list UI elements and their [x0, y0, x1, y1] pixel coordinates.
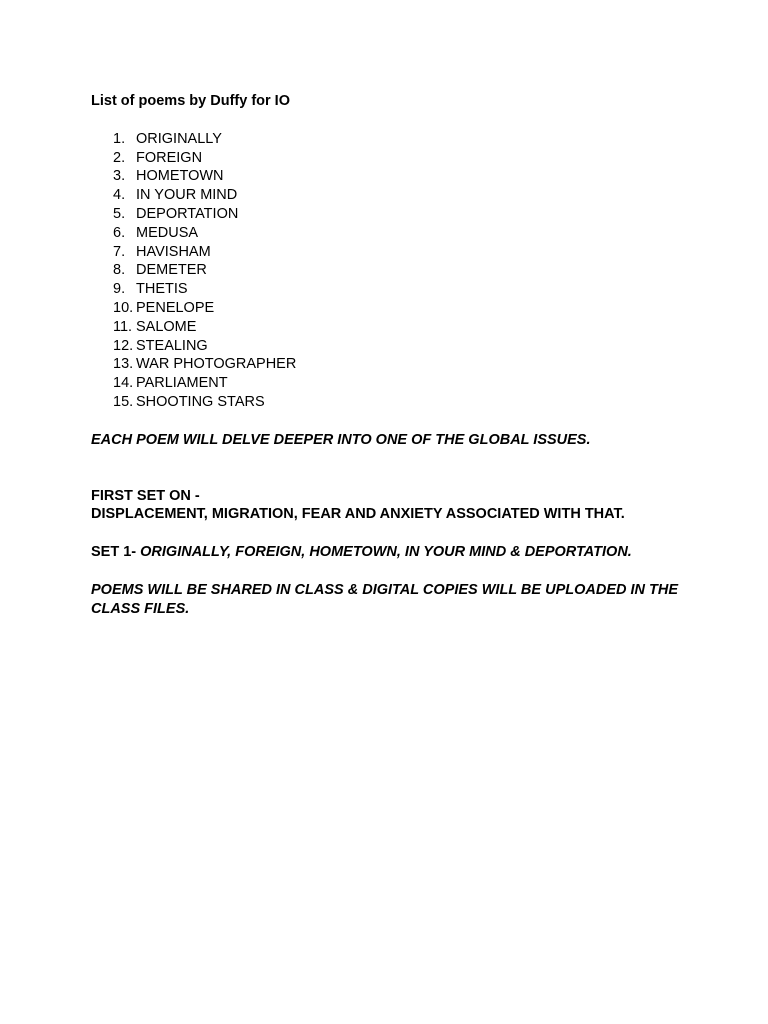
list-item-number: 14. [113, 375, 134, 392]
list-item-text: PARLIAMENT [136, 375, 228, 392]
list-item-text: PENELOPE [136, 299, 215, 316]
poem-list [91, 130, 691, 412]
list-item [91, 393, 691, 412]
list-item-number: 13. [113, 356, 134, 373]
list-item-number: 10. [113, 299, 134, 316]
list-item-text: ORIGINALLY [136, 130, 222, 147]
first-set-heading: FIRST SET ON - [91, 487, 200, 504]
list-item-text: WAR PHOTOGRAPHER [136, 356, 297, 373]
list-item-text: DEMETER [136, 262, 207, 279]
list-item-number: 15. [113, 393, 134, 410]
list-item-number: 5. [113, 205, 126, 222]
list-item-text: IN YOUR MIND [136, 187, 238, 204]
list-item [91, 318, 691, 337]
list-item-text: MEDUSA [136, 224, 199, 241]
list-item-text: THETIS [136, 281, 188, 298]
list-item-text: DEPORTATION [136, 205, 239, 222]
list-item [91, 299, 691, 318]
set1-poems: ORIGINALLY, FOREIGN, HOMETOWN, IN YOUR MIND & DEPORTATION. [140, 544, 632, 561]
document-title: List of poems by Duffy for IO [91, 93, 290, 109]
list-item [91, 355, 691, 374]
list-item-text: HOMETOWN [136, 168, 224, 185]
document-content [91, 92, 691, 619]
global-issues-note: EACH POEM WILL DELVE DEEPER INTO ONE OF THE GLOBAL ISSUES. [91, 431, 591, 448]
list-item [91, 261, 691, 280]
list-item-text: SALOME [136, 318, 197, 335]
list-item [91, 224, 691, 243]
first-set-topics: DISPLACEMENT, MIGRATION, FEAR AND ANXIETY ASSOCIATED WITH THAT. [91, 506, 625, 523]
list-item [91, 186, 691, 205]
list-item-text: HAVISHAM [136, 243, 211, 260]
set1-line [91, 543, 691, 562]
list-item [91, 167, 691, 186]
set1-label: SET 1- [91, 544, 137, 561]
list-item-number: 7. [113, 243, 126, 260]
list-item-number: 3. [113, 168, 126, 185]
list-item-number: 1. [113, 130, 126, 147]
list-item-number: 11. [113, 318, 133, 335]
list-item-number: 8. [113, 262, 126, 279]
list-item-number: 6. [113, 224, 126, 241]
list-item-number: 2. [113, 149, 126, 166]
list-item-number: 4. [113, 187, 126, 204]
list-item [91, 205, 691, 224]
first-set-block [91, 487, 691, 525]
list-item [91, 130, 691, 149]
list-item [91, 374, 691, 393]
list-item [91, 149, 691, 168]
list-item [91, 337, 691, 356]
list-item-number: 9. [113, 281, 126, 298]
list-item-text: FOREIGN [136, 149, 203, 166]
list-item-text: STEALING [136, 337, 208, 354]
list-item [91, 280, 691, 299]
list-item-number: 12. [113, 337, 134, 354]
list-item [91, 243, 691, 262]
sharing-note: POEMS WILL BE SHARED IN CLASS & DIGITAL COPIES WILL BE UPLOADED IN THE CLASS FILES. [91, 581, 679, 617]
list-item-text: SHOOTING STARS [136, 393, 265, 410]
